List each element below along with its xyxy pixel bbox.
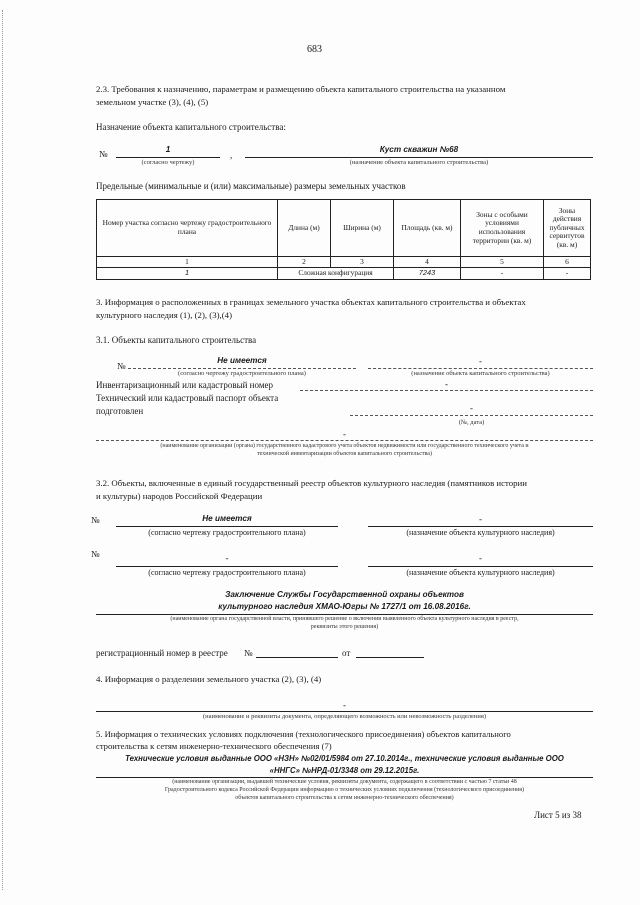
object-name-line [245,157,593,158]
number-sign: № [99,149,108,159]
sizes-table [96,199,591,280]
section-5-value-line1: Технические условия выданные ООО «НЗН» №02/01/5984 от 27.10.2014г., технические условия выданные ООО [125,754,564,763]
header-plot-number: Номер участка согласно чертежу градостроительного плана [97,200,278,257]
passport-label-line1: Технический или кадастровый паспорт объекта [96,393,279,403]
caption-drawing: (согласно чертежу градостроительного плана) [178,370,306,377]
heritage-row1-drawing: Не имеется [202,514,252,523]
heritage-row1-purpose-line [368,526,593,527]
section-3-2-heading-line1: 3.2. Объекты, включенные в единый государственный реестр объектов культурного наследия (памятников истории [96,478,527,488]
heritage-row1-drawing-line [116,526,338,527]
col-number-2: 2 [278,257,331,268]
caption-purpose: (назначение объекта культурного наследия) [406,568,555,577]
section-2-3-heading-line1: 2.3. Требования к назначению, параметрам и размещению объекта капитального строительства на указанном [96,84,506,94]
object-drawing-line [128,368,356,369]
authority-value: - [343,429,346,439]
sizes-label: Предельные (минимальные и (или) максимальные) размеры земельных участков [96,181,406,191]
authority-caption-line2: технической инвентаризации объектов капитального строительства) [257,451,432,457]
authority-caption-line1: (наименование организации (органа) государственного кадастрового учета объектов недвижимости или государственного технического учета и [160,443,529,449]
section-5-caption-line2: Градостроительного кодекса Российской Федерации информацию о технических условиях подключения (технологического присоединения) [164,787,525,793]
number-sign: № [91,549,100,559]
section-4-heading: 4. Информация о разделении земельного участка (2), (3), (4) [96,674,322,684]
registry-label: регистрационный номер в реестре [96,648,228,658]
caption-purpose: (назначение объекта культурного наследия) [406,528,555,537]
col-number-4: 4 [394,257,461,268]
heritage-row2-purpose: - [479,553,482,563]
passport-value: - [470,403,473,413]
conclusion-caption-line2: реквизиты этого решения) [310,624,379,630]
passport-label-line2: подготовлен [96,406,144,416]
header-area: Площадь (кв. м) [394,200,461,257]
col-number-3: 3 [331,257,394,268]
header-width: Ширина (м) [331,200,394,257]
number-sign: № [117,361,126,371]
section-3-1-heading: 3.1. Объекты капитального строительства [96,335,257,345]
sheet-number: Лист 5 из 38 [534,810,582,820]
section-2-3-heading-line2: земельном участке (3), (4), (5) [96,97,209,107]
object-drawing-value: Не имеется [217,356,267,365]
section-4-value: - [343,700,346,710]
authority-line [96,440,593,441]
caption-object-name: (назначение объекта капитального строительства) [349,159,489,166]
heritage-row2-purpose-line [368,566,593,567]
comma: , [230,150,233,160]
col-number-1: 1 [97,257,278,268]
cell-zones: - [461,268,544,280]
registry-number-line [256,657,338,658]
object-purpose-line [368,368,593,369]
section-3-heading-line2: культурного наследия (1), (2), (3),(4) [96,310,232,320]
section-5-caption-line1: (наименование организации, выдавшей технические условия, реквизиты документа, содержащего в соответствии с частью 7 статьи 48 [172,779,517,785]
section-3-heading-line1: 3. Информация о расположенных в границах земельного участка объектах капитального строительства и объектах [96,297,526,307]
section-5-line [96,777,593,778]
section-5-heading-line1: 5. Информация о технических условиях подключения (технологического присоединения) объектов капитального [96,729,511,739]
registry-date-line [356,657,424,658]
inventory-value: - [445,379,448,389]
purpose-label: Назначение объекта капитального строительства: [96,122,286,132]
registry-from: от [342,648,351,658]
cell-area: 7243 [394,268,461,280]
section-5-caption-line3: объектов капитального строительства к сетям инженерно-технического обеспечения) [235,795,454,801]
section-3-2-heading-line2: и культуры) народов Российской Федерации [96,491,263,501]
passport-line [350,415,593,416]
heritage-row2-drawing-line [116,566,338,567]
heritage-row2-drawing: - [225,553,229,563]
cell-plot: 1 [97,268,278,280]
cell-servitudes: - [544,268,591,280]
section-5-value-line2: «ННГС» №НРД-01/3348 от 29.12.2015г. [269,766,420,775]
cell-configuration: Сложная конфигурация [278,268,394,280]
caption-drawing: (согласно чертежу) [141,159,195,166]
conclusion-line1: Заключение Службы Государственной охраны объектов [225,590,464,599]
object-name: Куст скважин №68 [379,145,459,154]
header-length: Длина (м) [278,200,331,257]
header-special-zones: Зоны с особыми условиями использования территории (кв. м) [461,200,544,257]
caption-purpose: (назначение объекта капитального строительства) [411,370,550,377]
header-servitudes: Зоны действия публичных сервитутов (кв. м) [544,200,591,257]
page-number: 683 [307,44,322,55]
object-number: 1 [165,145,171,154]
conclusion-line [96,614,593,615]
col-number-6: 6 [544,257,591,268]
object-purpose-value: - [479,356,482,366]
section-4-line [96,711,593,712]
inventory-line [300,390,593,391]
registry-number-sign: № [244,648,253,658]
section-5-heading-line2: строительства к сетям инженерно-технического обеспечения (7) [96,741,332,751]
heritage-row1-purpose: - [479,514,482,524]
conclusion-line2: культурного наследия ХМАО-Югры № 1727/1 от 16.08.2016г. [218,602,471,611]
conclusion-caption-line1: (наименование органа государственной власти, принявшего решение о включении выявленного объекта культурного наследия в реестр, [170,616,519,622]
object-number-line [116,157,220,158]
caption-number-date: (№, дата) [458,419,485,426]
caption-drawing: (согласно чертежу градостроительного плана) [148,528,306,537]
caption-drawing: (согласно чертежу градостроительного плана) [148,568,306,577]
number-sign: № [91,515,100,525]
section-4-caption: (наименование и реквизиты документа, определяющего возможность или невозможность разделения) [202,713,487,720]
col-number-5: 5 [461,257,544,268]
scan-edge-mark [2,10,3,890]
inventory-label: Инвентаризационный или кадастровый номер [96,380,274,390]
